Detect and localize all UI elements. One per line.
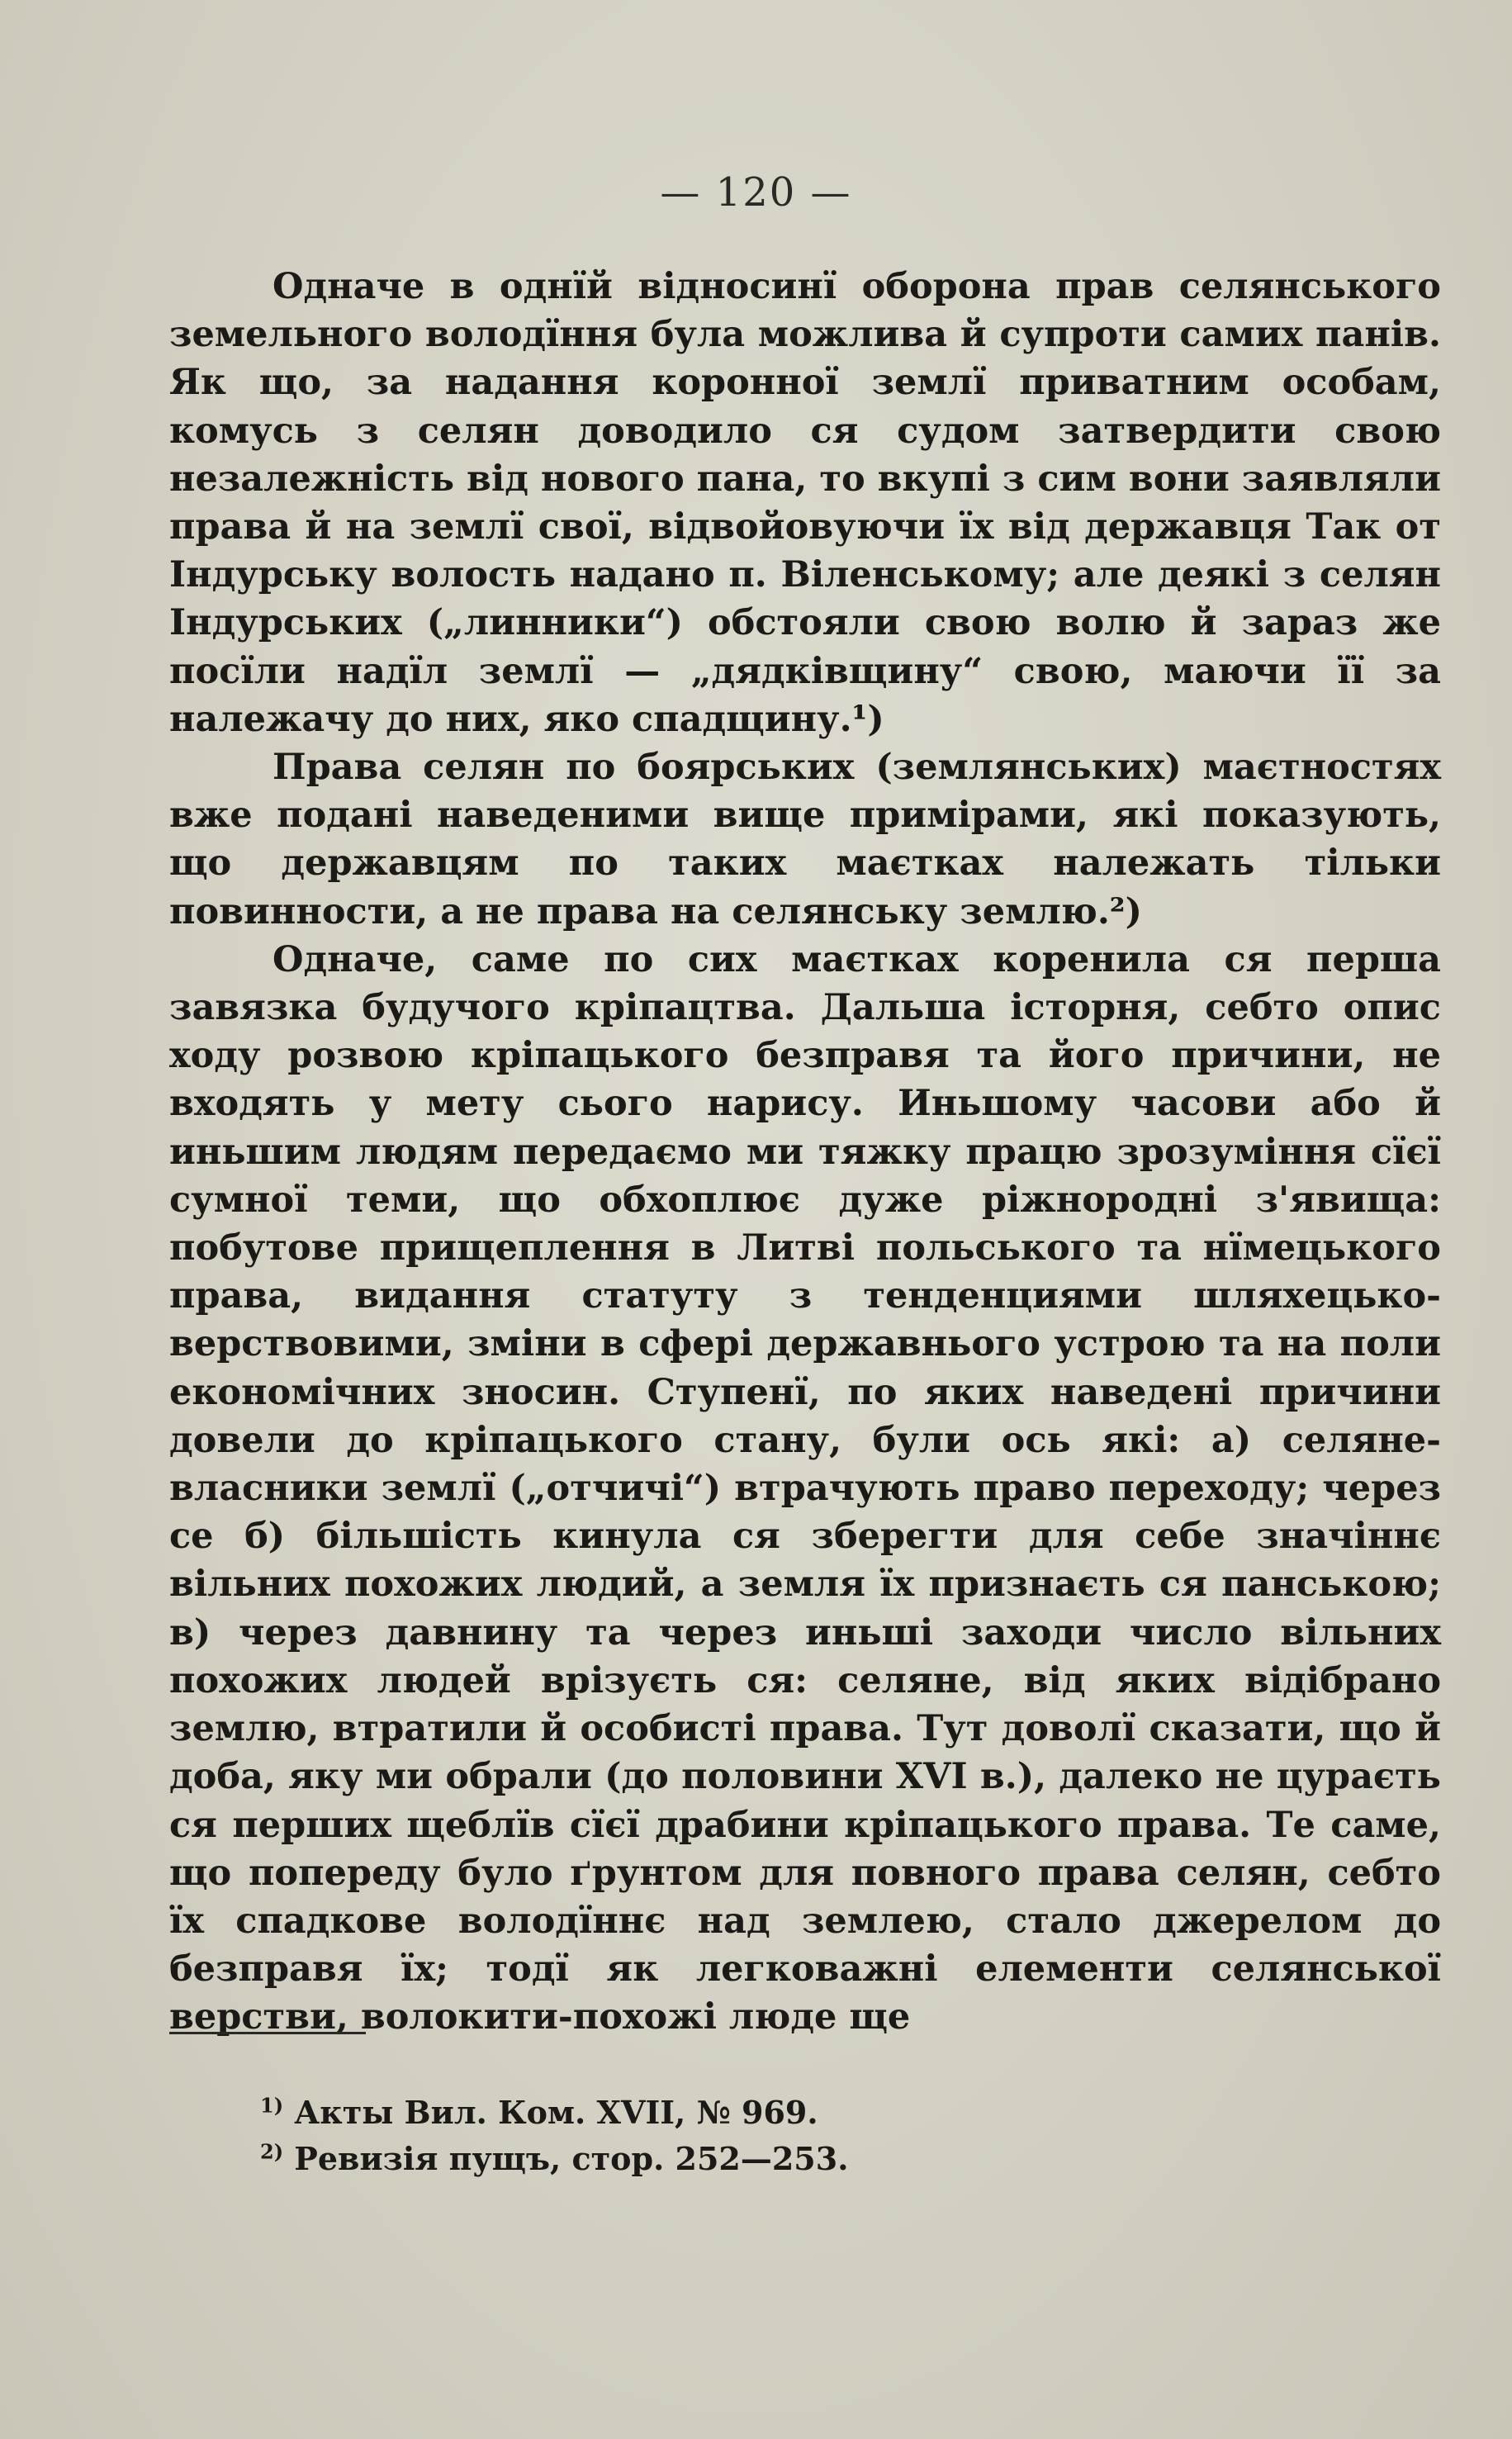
page-number: — 120 — (660, 169, 852, 216)
body-text (169, 263, 1441, 2042)
footnote-2-text: Ревизія пущъ, стор. 252—253. (294, 2140, 849, 2177)
footnote-1 (260, 2090, 1334, 2136)
footnote-divider (169, 2032, 366, 2034)
footnote-2 (260, 2136, 1334, 2182)
paragraph-2: Права селян по боярських (землянських) маєтностях вже подані наведеними вище примірами, які показують, що державцям по таких маєтках належать тільки повинности, а не права на селянську землю.²) (169, 747, 1441, 932)
footnote-1-text: Акты Вил. Ком. XVII, № 969. (294, 2094, 818, 2131)
footnote-1-mark: 1) (260, 2093, 284, 2118)
footnotes (260, 2090, 1334, 2182)
paragraph-1: Одначе в однїй відносинї оборона прав селянського земельного володїння була можлива й супроти самих панів. Як що, за надання коронної землї приватним особам, комусь з селян доводило ся судом затвердити свою незалежність від нового пана, то вкупі з сим вони заявляли права й на землї свої, відвойовуючи їх від державця Так от Індурську волость надано п. Віленському; але деякі з селян Індурських („линники“) обстояли свою волю й зараз же посїли надїл землї — „дядківщину“ свою, маючи її за належачу до них, яко спадщину.¹) (169, 266, 1441, 740)
footnote-2-mark: 2) (260, 2139, 284, 2164)
paragraph-3: Одначе, саме по сих маєтках коренила ся перша завязка будучого кріпацтва. Дальша історня, себто опис ходу розвою кріпацького безправя та його причини, не входять у мету сього нарису. Иньшому часови або й иньшим людям передаємо ми тяжку працю зрозуміння сїєї сумної теми, що обхоплює дуже ріжнородні з'явища: побутове прищеплення в Литві польського та нїмецького права, видання статуту з тенденциями шляхецько-верствовими, зміни в сфері державнього устрою та на поли економічних зносин. Ступенї, по яких наведені причини довели до кріпацького стану, були ось які: а) селяне-власники землї („отчичі“) втрачують право переходу; через се б) більшість кинула ся зберегти для себе значіннє вільних похожих людий, а земля їх признаєть ся панською; в) через давнину та через иньші заходи число вільних похожих людей врізуєть ся: селяне, від яких відібрано землю, втратили й особисті права. Тут доволї сказати, що й доба, яку ми обрали (до половини XVI в.), далеко не цураєть ся перших щеблїв сїєї драбини кріпацького права. Те саме, що попереду було ґрунтом для повного права селян, себто їх спадкове володїннє над землею, стало джерелом до безправя їх; тодї як легковажні елементи селянської верстви, волокити-похожі люде ще (169, 938, 1441, 2038)
